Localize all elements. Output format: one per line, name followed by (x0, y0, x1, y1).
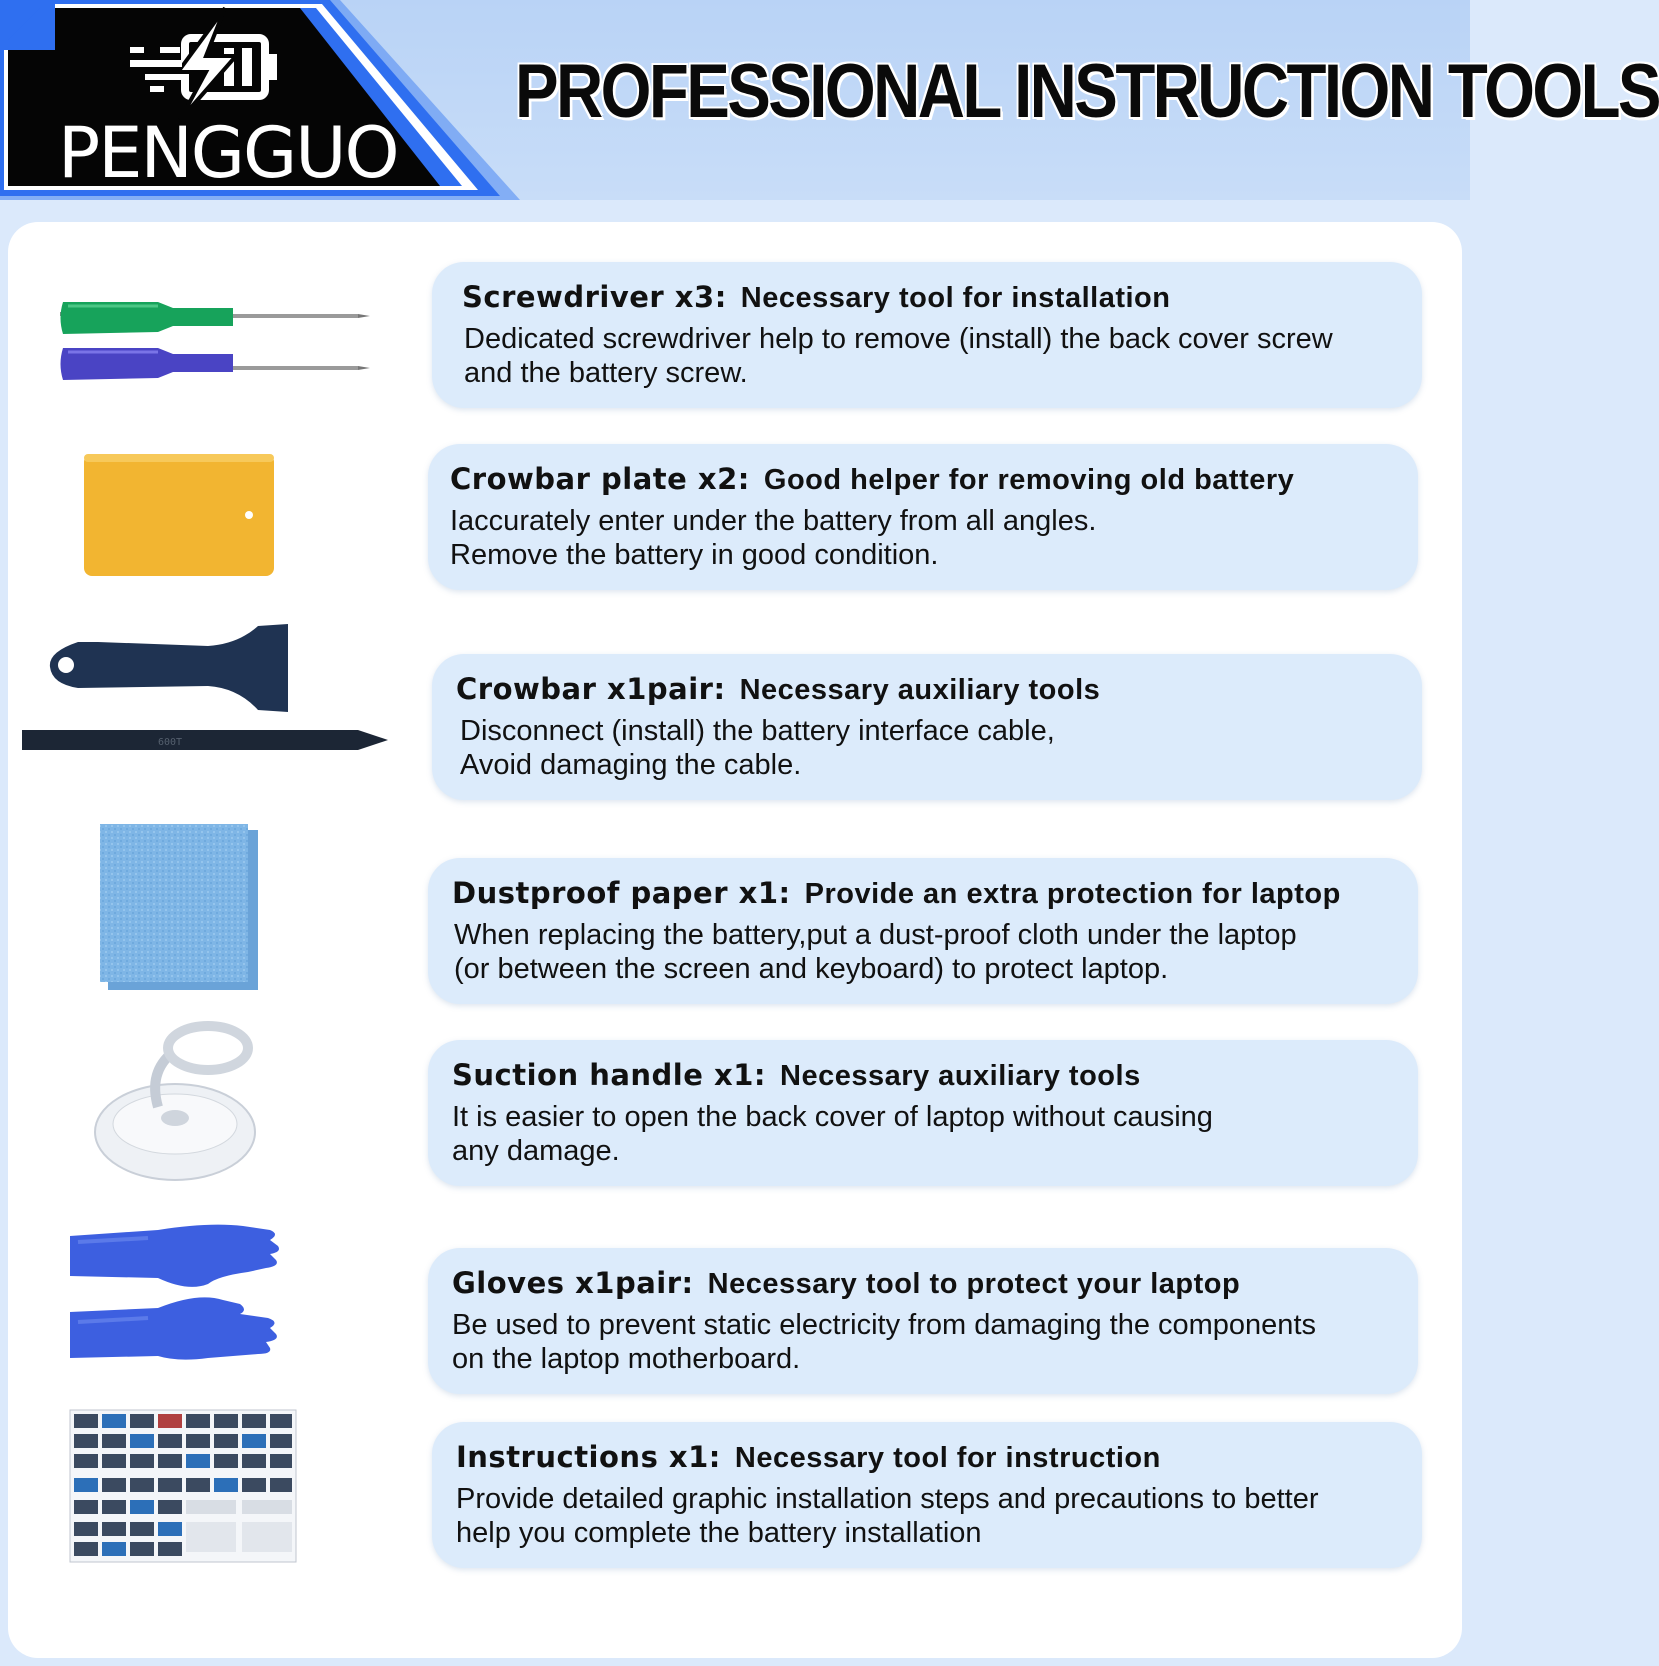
tool-card-suction-handle (428, 1040, 1418, 1186)
tool-tagline: Necessary tool for installation (740, 282, 1171, 314)
page-title: PROFESSIONAL INSTRUCTION TOOLS (515, 49, 1659, 134)
tool-tagline: Necessary tool for instruction (734, 1442, 1161, 1474)
brand-name: PENGGUO (58, 112, 398, 194)
tool-tagline: Good helper for removing old battery (763, 464, 1295, 496)
crowbar-embossed-mark: 600T (158, 737, 183, 748)
tool-card-instructions (432, 1422, 1422, 1568)
tool-description: Iaccurately enter under the battery from all angles. Remove the battery in good condition. (450, 505, 1097, 571)
header-banner (0, 0, 1659, 200)
tool-card-crowbar-plate (428, 444, 1418, 590)
tool-description: Provide detailed graphic installation steps and precautions to better help you complete the battery installation (456, 1483, 1319, 1549)
tool-name: Screwdriver x3: (462, 280, 727, 314)
screwdriver-image (8, 262, 408, 382)
dustproof-paper-image (8, 822, 408, 1002)
tool-tagline: Provide an extra protection for laptop (804, 878, 1341, 910)
tool-tagline: Necessary tool to protect your laptop (707, 1268, 1241, 1300)
tool-description: Be used to prevent static electricity from damaging the components on the laptop motherboard. (452, 1309, 1316, 1375)
tool-description: Dedicated screwdriver help to remove (install) the back cover screw and the battery screw. (464, 323, 1333, 389)
tool-card-crowbar (432, 654, 1422, 800)
brand-logo (0, 0, 530, 200)
tools-panel (8, 222, 1462, 1658)
tool-name: Crowbar plate x2: (450, 462, 750, 496)
instructions-sheet-image (8, 1422, 408, 1582)
suction-handle-image (8, 1012, 408, 1182)
tool-card-dustproof-paper (428, 858, 1418, 1004)
tool-description: Disconnect (install) the battery interface cable, Avoid damaging the cable. (460, 715, 1055, 781)
tool-name: Instructions x1: (456, 1440, 721, 1474)
tool-tagline: Necessary auxiliary tools (780, 1060, 1141, 1092)
tool-name: Gloves x1pair: (452, 1266, 694, 1300)
tool-name: Crowbar x1pair: (456, 672, 726, 706)
tool-description: It is easier to open the back cover of laptop without causing any damage. (452, 1101, 1213, 1167)
tool-name: Suction handle x1: (452, 1058, 766, 1092)
tool-card-gloves (428, 1248, 1418, 1394)
crowbar-image (8, 612, 408, 772)
gloves-image (8, 1212, 408, 1382)
tool-tagline: Necessary auxiliary tools (739, 674, 1101, 706)
crowbar-plate-image (8, 412, 408, 572)
tool-description: When replacing the battery,put a dust-proof cloth under the laptop (or between the screen and keyboard) to protect laptop. (454, 919, 1297, 985)
tool-name: Dustproof paper x1: (452, 876, 791, 910)
tool-card-screwdriver (432, 262, 1422, 408)
